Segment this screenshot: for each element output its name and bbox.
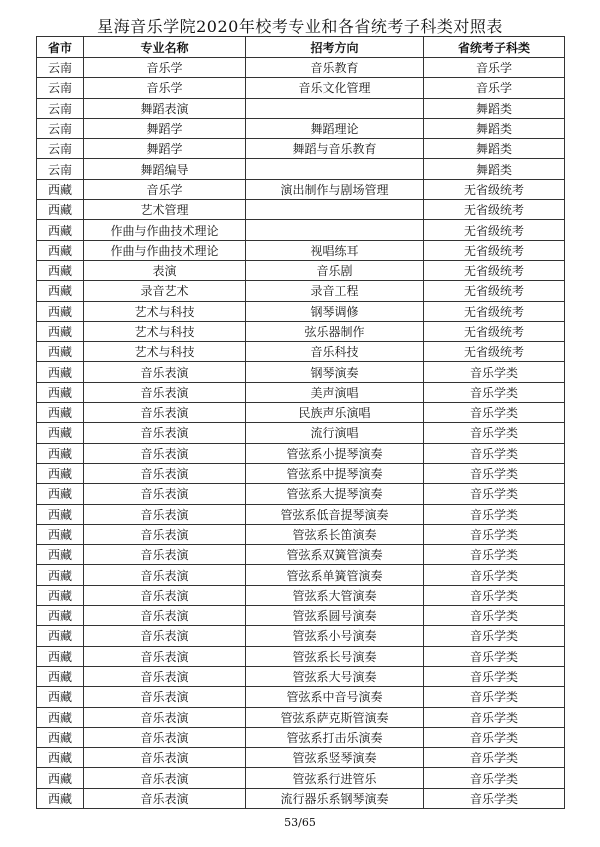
cell-exam-category: 音乐学 xyxy=(424,58,565,78)
cell-exam-category: 无省级统考 xyxy=(424,301,565,321)
cell-exam-category: 无省级统考 xyxy=(424,179,565,199)
cell-province: 西藏 xyxy=(37,342,84,362)
cell-major: 音乐表演 xyxy=(84,585,246,605)
cell-major: 音乐表演 xyxy=(84,484,246,504)
cell-exam-category: 音乐学类 xyxy=(424,423,565,443)
header-exam-category: 省统考子科类 xyxy=(424,37,565,58)
cell-major: 艺术与科技 xyxy=(84,342,246,362)
cell-major: 音乐学 xyxy=(84,179,246,199)
cell-direction: 管弦系竖琴演奏 xyxy=(246,748,424,768)
page-title: 星海音乐学院2020年校考专业和各省统考子科类对照表 xyxy=(97,17,503,36)
cell-major: 艺术与科技 xyxy=(84,321,246,341)
cell-province: 云南 xyxy=(37,58,84,78)
header-province: 省市 xyxy=(37,37,84,58)
cell-major: 作曲与作曲技术理论 xyxy=(84,220,246,240)
cell-exam-category: 音乐学类 xyxy=(424,382,565,402)
header-direction: 招考方向 xyxy=(246,37,424,58)
cell-province: 西藏 xyxy=(37,260,84,280)
cell-province: 西藏 xyxy=(37,666,84,686)
cell-province: 西藏 xyxy=(37,768,84,788)
cell-exam-category: 音乐学类 xyxy=(424,565,565,585)
table-row xyxy=(37,626,565,646)
cell-major: 作曲与作曲技术理论 xyxy=(84,240,246,260)
cell-province: 西藏 xyxy=(37,727,84,747)
cell-province: 西藏 xyxy=(37,748,84,768)
cell-exam-category: 无省级统考 xyxy=(424,220,565,240)
table-row xyxy=(37,301,565,321)
cell-direction: 舞蹈理论 xyxy=(246,118,424,138)
cell-direction: 管弦系低音提琴演奏 xyxy=(246,504,424,524)
cell-major: 音乐表演 xyxy=(84,443,246,463)
table-row xyxy=(37,565,565,585)
cell-exam-category: 舞蹈类 xyxy=(424,98,565,118)
cell-major: 音乐表演 xyxy=(84,666,246,686)
table-row xyxy=(37,260,565,280)
cell-exam-category: 音乐学类 xyxy=(424,788,565,808)
cell-province: 西藏 xyxy=(37,321,84,341)
table-row xyxy=(37,768,565,788)
table-row xyxy=(37,727,565,747)
cell-exam-category: 音乐学类 xyxy=(424,463,565,483)
cell-major: 音乐学 xyxy=(84,78,246,98)
cell-exam-category: 音乐学类 xyxy=(424,524,565,544)
cell-exam-category: 音乐学类 xyxy=(424,545,565,565)
subject-mapping-table xyxy=(36,36,565,809)
cell-province: 西藏 xyxy=(37,646,84,666)
cell-province: 西藏 xyxy=(37,585,84,605)
cell-major: 音乐表演 xyxy=(84,788,246,808)
header-row xyxy=(37,37,565,58)
cell-direction xyxy=(246,200,424,220)
table-row xyxy=(37,707,565,727)
cell-direction: 管弦系大号演奏 xyxy=(246,666,424,686)
cell-province: 西藏 xyxy=(37,504,84,524)
cell-province: 西藏 xyxy=(37,362,84,382)
cell-exam-category: 无省级统考 xyxy=(424,321,565,341)
table-row xyxy=(37,748,565,768)
cell-direction: 管弦系双簧管演奏 xyxy=(246,545,424,565)
table-row xyxy=(37,321,565,341)
cell-direction: 音乐教育 xyxy=(246,58,424,78)
cell-exam-category: 音乐学类 xyxy=(424,748,565,768)
cell-exam-category: 音乐学类 xyxy=(424,626,565,646)
cell-direction: 流行演唱 xyxy=(246,423,424,443)
table-row xyxy=(37,362,565,382)
cell-direction: 美声演唱 xyxy=(246,382,424,402)
table-body xyxy=(37,58,565,809)
cell-major: 音乐表演 xyxy=(84,362,246,382)
cell-exam-category: 无省级统考 xyxy=(424,200,565,220)
table-row xyxy=(37,666,565,686)
cell-direction: 管弦系大管演奏 xyxy=(246,585,424,605)
cell-province: 西藏 xyxy=(37,545,84,565)
cell-exam-category: 无省级统考 xyxy=(424,342,565,362)
table-row xyxy=(37,281,565,301)
cell-major: 艺术管理 xyxy=(84,200,246,220)
cell-exam-category: 音乐学类 xyxy=(424,504,565,524)
cell-direction: 管弦系行进管乐 xyxy=(246,768,424,788)
table-row xyxy=(37,382,565,402)
cell-exam-category: 音乐学类 xyxy=(424,362,565,382)
cell-direction: 视唱练耳 xyxy=(246,240,424,260)
table-row xyxy=(37,220,565,240)
cell-direction: 钢琴调修 xyxy=(246,301,424,321)
cell-province: 云南 xyxy=(37,159,84,179)
cell-province: 西藏 xyxy=(37,200,84,220)
cell-direction: 管弦系单簧管演奏 xyxy=(246,565,424,585)
cell-direction: 管弦系萨克斯管演奏 xyxy=(246,707,424,727)
cell-major: 音乐表演 xyxy=(84,606,246,626)
cell-direction: 管弦系长号演奏 xyxy=(246,646,424,666)
cell-exam-category: 音乐学类 xyxy=(424,707,565,727)
cell-major: 音乐表演 xyxy=(84,524,246,544)
cell-major: 音乐表演 xyxy=(84,423,246,443)
cell-province: 西藏 xyxy=(37,707,84,727)
cell-major: 音乐表演 xyxy=(84,463,246,483)
cell-direction: 管弦系打击乐演奏 xyxy=(246,727,424,747)
cell-direction: 民族声乐演唱 xyxy=(246,403,424,423)
cell-direction: 演出制作与剧场管理 xyxy=(246,179,424,199)
table-row xyxy=(37,78,565,98)
cell-exam-category: 无省级统考 xyxy=(424,260,565,280)
cell-exam-category: 音乐学类 xyxy=(424,666,565,686)
cell-province: 西藏 xyxy=(37,301,84,321)
cell-province: 西藏 xyxy=(37,423,84,443)
cell-province: 西藏 xyxy=(37,788,84,808)
cell-direction: 管弦系圆号演奏 xyxy=(246,606,424,626)
cell-province: 西藏 xyxy=(37,565,84,585)
cell-province: 云南 xyxy=(37,98,84,118)
cell-major: 录音艺术 xyxy=(84,281,246,301)
cell-major: 音乐表演 xyxy=(84,748,246,768)
cell-direction: 舞蹈与音乐教育 xyxy=(246,139,424,159)
table-row xyxy=(37,403,565,423)
cell-major: 音乐学 xyxy=(84,58,246,78)
cell-province: 西藏 xyxy=(37,382,84,402)
table-row xyxy=(37,342,565,362)
cell-direction: 管弦系中音号演奏 xyxy=(246,687,424,707)
cell-direction: 管弦系长笛演奏 xyxy=(246,524,424,544)
cell-direction: 音乐文化管理 xyxy=(246,78,424,98)
cell-major: 舞蹈表演 xyxy=(84,98,246,118)
cell-province: 西藏 xyxy=(37,524,84,544)
cell-direction: 钢琴演奏 xyxy=(246,362,424,382)
cell-exam-category: 无省级统考 xyxy=(424,281,565,301)
cell-exam-category: 舞蹈类 xyxy=(424,159,565,179)
cell-major: 舞蹈学 xyxy=(84,139,246,159)
cell-major: 音乐表演 xyxy=(84,565,246,585)
cell-province: 西藏 xyxy=(37,687,84,707)
cell-direction xyxy=(246,159,424,179)
cell-major: 音乐表演 xyxy=(84,768,246,788)
cell-major: 舞蹈编导 xyxy=(84,159,246,179)
table-row xyxy=(37,646,565,666)
cell-province: 西藏 xyxy=(37,240,84,260)
table-row xyxy=(37,484,565,504)
cell-direction xyxy=(246,220,424,240)
cell-direction: 管弦系中提琴演奏 xyxy=(246,463,424,483)
cell-direction: 管弦系小号演奏 xyxy=(246,626,424,646)
table-row xyxy=(37,788,565,808)
cell-province: 云南 xyxy=(37,78,84,98)
cell-major: 艺术与科技 xyxy=(84,301,246,321)
cell-major: 音乐表演 xyxy=(84,382,246,402)
cell-exam-category: 音乐学类 xyxy=(424,403,565,423)
cell-exam-category: 音乐学类 xyxy=(424,585,565,605)
cell-exam-category: 音乐学类 xyxy=(424,727,565,747)
cell-direction: 流行器乐系钢琴演奏 xyxy=(246,788,424,808)
header-major: 专业名称 xyxy=(84,37,246,58)
table-row xyxy=(37,58,565,78)
table-row xyxy=(37,687,565,707)
table-row xyxy=(37,606,565,626)
cell-exam-category: 音乐学类 xyxy=(424,646,565,666)
table-row xyxy=(37,240,565,260)
cell-major: 音乐表演 xyxy=(84,707,246,727)
cell-province: 西藏 xyxy=(37,179,84,199)
cell-province: 西藏 xyxy=(37,626,84,646)
cell-exam-category: 音乐学类 xyxy=(424,687,565,707)
cell-exam-category: 舞蹈类 xyxy=(424,118,565,138)
table-row xyxy=(37,200,565,220)
cell-exam-category: 舞蹈类 xyxy=(424,139,565,159)
table-row xyxy=(37,159,565,179)
cell-major: 音乐表演 xyxy=(84,646,246,666)
cell-province: 西藏 xyxy=(37,484,84,504)
cell-province: 西藏 xyxy=(37,606,84,626)
cell-major: 表演 xyxy=(84,260,246,280)
cell-direction: 音乐剧 xyxy=(246,260,424,280)
cell-province: 西藏 xyxy=(37,403,84,423)
cell-direction xyxy=(246,98,424,118)
table-row xyxy=(37,524,565,544)
table-row xyxy=(37,179,565,199)
table-row xyxy=(37,98,565,118)
cell-exam-category: 无省级统考 xyxy=(424,240,565,260)
table-row xyxy=(37,118,565,138)
cell-major: 音乐表演 xyxy=(84,626,246,646)
cell-major: 舞蹈学 xyxy=(84,118,246,138)
table-row xyxy=(37,463,565,483)
cell-direction: 弦乐器制作 xyxy=(246,321,424,341)
cell-province: 西藏 xyxy=(37,281,84,301)
cell-exam-category: 音乐学类 xyxy=(424,606,565,626)
cell-province: 西藏 xyxy=(37,463,84,483)
cell-direction: 管弦系小提琴演奏 xyxy=(246,443,424,463)
cell-direction: 管弦系大提琴演奏 xyxy=(246,484,424,504)
table-row xyxy=(37,585,565,605)
cell-exam-category: 音乐学类 xyxy=(424,443,565,463)
cell-major: 音乐表演 xyxy=(84,504,246,524)
table-row xyxy=(37,504,565,524)
cell-province: 云南 xyxy=(37,118,84,138)
table-row xyxy=(37,139,565,159)
table-row xyxy=(37,545,565,565)
cell-direction: 音乐科技 xyxy=(246,342,424,362)
page-number: 53/65 xyxy=(284,816,316,829)
cell-exam-category: 音乐学类 xyxy=(424,768,565,788)
cell-province: 云南 xyxy=(37,139,84,159)
cell-exam-category: 音乐学 xyxy=(424,78,565,98)
cell-province: 西藏 xyxy=(37,220,84,240)
cell-direction: 录音工程 xyxy=(246,281,424,301)
cell-major: 音乐表演 xyxy=(84,403,246,423)
table-row xyxy=(37,443,565,463)
cell-province: 西藏 xyxy=(37,443,84,463)
cell-major: 音乐表演 xyxy=(84,687,246,707)
cell-major: 音乐表演 xyxy=(84,727,246,747)
cell-major: 音乐表演 xyxy=(84,545,246,565)
table-row xyxy=(37,423,565,443)
cell-exam-category: 音乐学类 xyxy=(424,484,565,504)
